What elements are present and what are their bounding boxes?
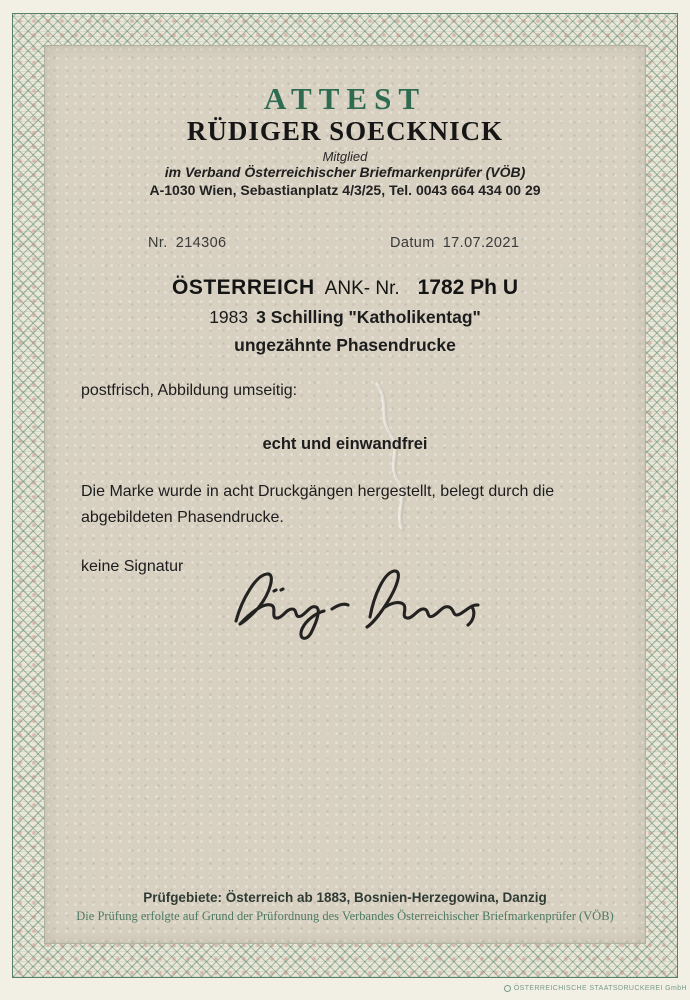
subject-issue-line bbox=[44, 307, 646, 328]
catalog-label: ANK- Nr. bbox=[324, 278, 400, 299]
condition-line: postfrisch, Abbildung umseitig: bbox=[81, 382, 298, 399]
printer-logo-icon bbox=[504, 985, 511, 992]
number-value: 214306 bbox=[175, 235, 227, 251]
subject-variant-line: ungezähnte Phasendrucke bbox=[234, 335, 456, 355]
printer-imprint-text: ÖSTERREICHISCHE STAATSDRUCKEREI GmbH bbox=[513, 985, 687, 992]
expert-name: RÜDIGER SOECKNICK bbox=[186, 116, 504, 146]
address-line: A-1030 Wien, Sebastianplatz 4/3/25, Tel. 0043 664 434 00 29 bbox=[149, 182, 541, 198]
signature-note: keine Signatur bbox=[81, 558, 184, 575]
printer-imprint bbox=[504, 985, 687, 992]
date-value: 17.07.2021 bbox=[442, 235, 520, 251]
certificate-date bbox=[390, 235, 519, 251]
expertise-areas-line: Prüfgebiete: Österreich ab 1883, Bosnien-Herzegowina, Danzig bbox=[143, 890, 547, 905]
verdict-line: echt und einwandfrei bbox=[262, 435, 428, 453]
country: ÖSTERREICH bbox=[171, 276, 315, 299]
association-line: im Verband Österreichischer Briefmarkenprüfer (VÖB) bbox=[164, 164, 526, 180]
guilloche-border bbox=[12, 13, 678, 978]
number-label: Nr. bbox=[148, 235, 168, 251]
date-label: Datum bbox=[390, 235, 435, 251]
certificate-paper bbox=[44, 45, 646, 944]
legal-line: Die Prüfung erfolgte auf Grund der Prüfordnung des Verbandes Österreichischer Briefmarkenprüfer (VÖB) bbox=[76, 909, 614, 923]
issue-year: 1983 bbox=[209, 307, 249, 327]
certificate-title: ATTEST bbox=[263, 81, 427, 116]
member-line: Mitglied bbox=[322, 149, 368, 164]
issue-name: 3 Schilling "Katholikentag" bbox=[256, 307, 481, 327]
signature-autograph bbox=[222, 561, 492, 641]
description-paragraph: Die Marke wurde in acht Druckgängen hergestellt, belegt durch die abgebildeten Phasendrucke. bbox=[81, 483, 555, 526]
subject-catalog-line bbox=[44, 276, 646, 300]
catalog-number: 1782 Ph U bbox=[417, 276, 519, 299]
certificate-number bbox=[148, 235, 227, 251]
